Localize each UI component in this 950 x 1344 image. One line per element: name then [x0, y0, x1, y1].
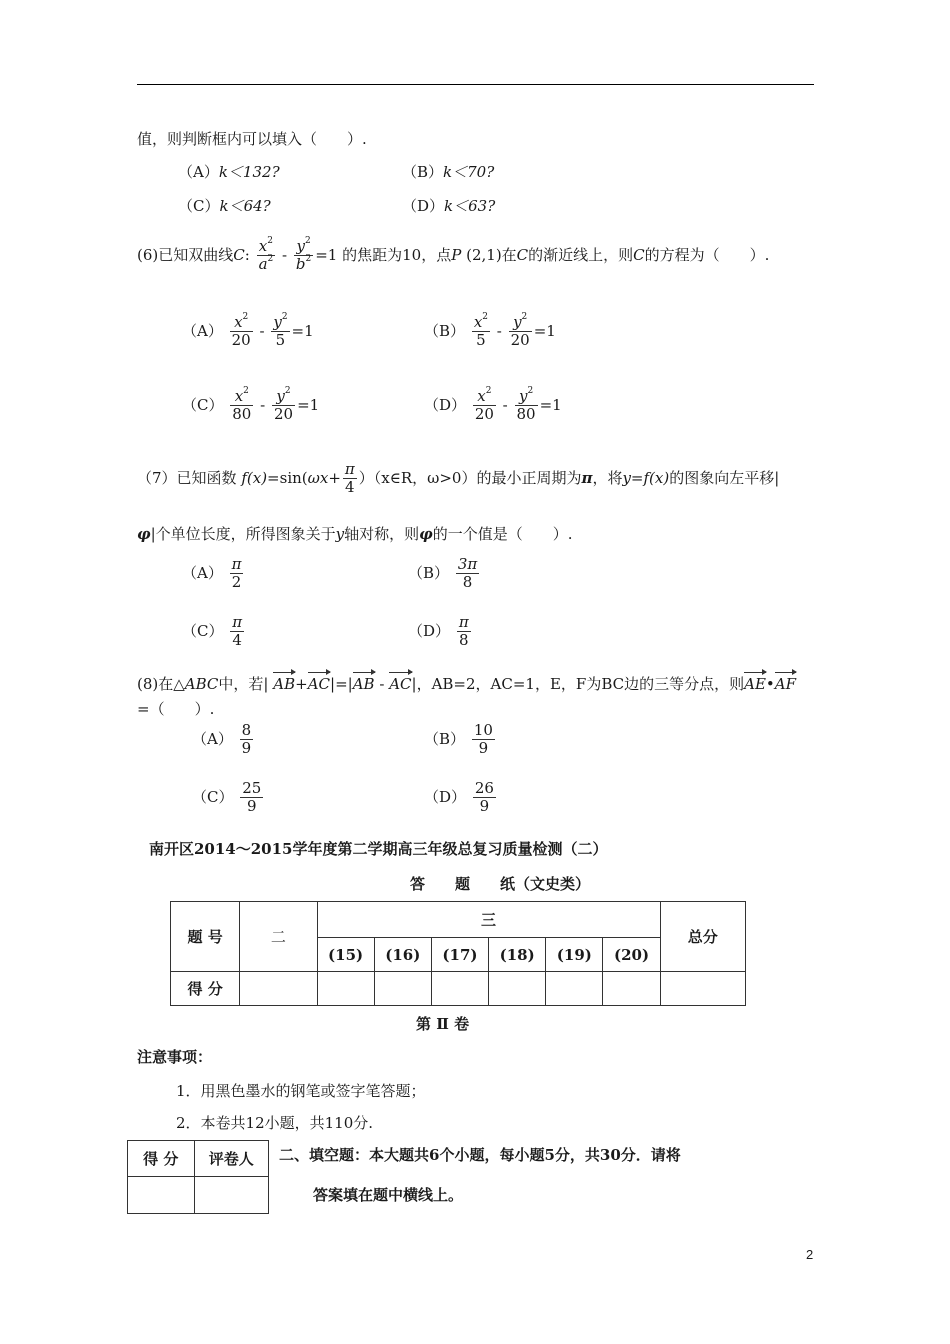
grader-name-cell[interactable]	[194, 1177, 268, 1214]
q5-option-b: （B）k＜70?	[402, 163, 495, 181]
page-number: 2	[806, 1247, 814, 1262]
section2-instructions: 二、填空题：本大题共6个小题，每小题5分，共30分．请将	[279, 1146, 681, 1164]
answer-sheet-subtitle: 答 题 纸（文史类）	[410, 875, 591, 893]
q7-option-b: （B） $\frac{3\pi}{8}$	[408, 555, 478, 592]
grader-table-grader-label: 评卷人	[194, 1141, 268, 1177]
notes-item: 2．本卷共12小题，共110分.	[176, 1114, 374, 1132]
score-table-subcol: (20)	[603, 938, 660, 972]
score-table-subcol: (19)	[546, 938, 603, 972]
header-rule	[137, 84, 814, 85]
q6-stem: (6)已知双曲线C: $\frac{x^2}{a^2}$ - $\frac{y^2}{b^2}$ =1 的焦距为10，点P (2,1)在C的渐近线上，则C的方程为（ ）.	[137, 236, 770, 274]
score-table-row1-label: 题 号	[171, 902, 240, 972]
notes-title: 注意事项：	[137, 1048, 213, 1066]
score-table-subcol: (16)	[374, 938, 431, 972]
score-cell-17[interactable]	[431, 972, 488, 1006]
q8-option-a: （A） $\frac{8}{9}$	[192, 721, 252, 758]
q6-option-b: （B） $\frac{x^2}{5}$ - $\frac{y^2}{20}$ =1	[424, 312, 556, 350]
q8-option-c: （C） $\frac{25}{9}$	[192, 779, 262, 816]
score-cell-16[interactable]	[374, 972, 431, 1006]
q6-option-a: （A） $\frac{x^2}{20}$ - $\frac{y^2}{5}$ =1	[182, 312, 314, 350]
score-cell-two[interactable]	[240, 972, 317, 1006]
q5-option-d: （D）k＜63?	[402, 197, 496, 215]
score-table-subcol: (15)	[317, 938, 374, 972]
score-cell-20[interactable]	[603, 972, 660, 1006]
q6-option-c: （C） $\frac{x^2}{80}$ - $\frac{y^2}{20}$ =1	[182, 386, 320, 424]
score-cell-15[interactable]	[317, 972, 374, 1006]
grader-table	[127, 1140, 269, 1214]
q5-option-c: （C）k＜64?	[178, 197, 271, 215]
q7-option-d: （D） $\frac{\pi}{8}$	[408, 613, 469, 650]
score-table-row2-label: 得 分	[171, 972, 240, 1006]
q6-frac-x: $\frac{x^2}{a^2}$	[258, 236, 274, 274]
q8-stem-line2: =（ ）.	[137, 700, 215, 718]
q8-option-d: （D） $\frac{26}{9}$	[424, 779, 494, 816]
section2-instructions-line2: 答案填在题中横线上。	[313, 1186, 464, 1204]
notes-item: 1．用黑色墨水的钢笔或签字笔答题；	[176, 1082, 426, 1100]
q7-option-a: （A） $\frac{\pi}{2}$	[182, 555, 242, 592]
q8-stem: (8)在△ABC中，若| AB+AC|=|AB - AC|，AB=2，AC=1，E，F为BC边的三等分点，则AE•AF	[137, 669, 796, 694]
q8-option-b: （B） $\frac{10}{9}$	[424, 721, 493, 758]
q6-frac-y: $\frac{y^2}{b^2}$	[295, 236, 312, 274]
grader-table-score-label: 得 分	[128, 1141, 195, 1177]
q7-option-c: （C） $\frac{\pi}{4}$	[182, 613, 243, 650]
score-table-col-three: 三	[317, 902, 660, 938]
score-cell-total[interactable]	[660, 972, 745, 1006]
q6-option-d: （D） $\frac{x^2}{20}$ - $\frac{y^2}{80}$ =1	[424, 386, 562, 424]
q5-stem: 值，则判断框内可以填入（ ）.	[137, 130, 367, 148]
q5-option-a: （A）k＜132?	[178, 163, 280, 181]
score-cell-19[interactable]	[546, 972, 603, 1006]
volume-title: 第 Ⅱ 卷	[416, 1015, 470, 1033]
exam-title: 南开区2014～2015学年度第二学期高三年级总复习质量检测（二）	[149, 840, 608, 858]
score-table-subcol: (18)	[489, 938, 546, 972]
grader-score-cell[interactable]	[128, 1177, 195, 1214]
q7-stem: （7）已知函数 f(x)=sin(ωx+ $\frac{\pi}{4}$ ）（x∈R，ω>0）的最小正周期为π，将y=f(x)的图象向左平移|	[137, 460, 780, 497]
q7-stem-line2: φ|个单位长度，所得图象关于y轴对称，则φ的一个值是（ ）.	[137, 525, 573, 543]
score-table-col-total: 总分	[660, 902, 745, 972]
score-table	[170, 901, 746, 1006]
score-cell-18[interactable]	[489, 972, 546, 1006]
score-table-col-two: 二	[240, 902, 317, 972]
score-table-subcol: (17)	[431, 938, 488, 972]
